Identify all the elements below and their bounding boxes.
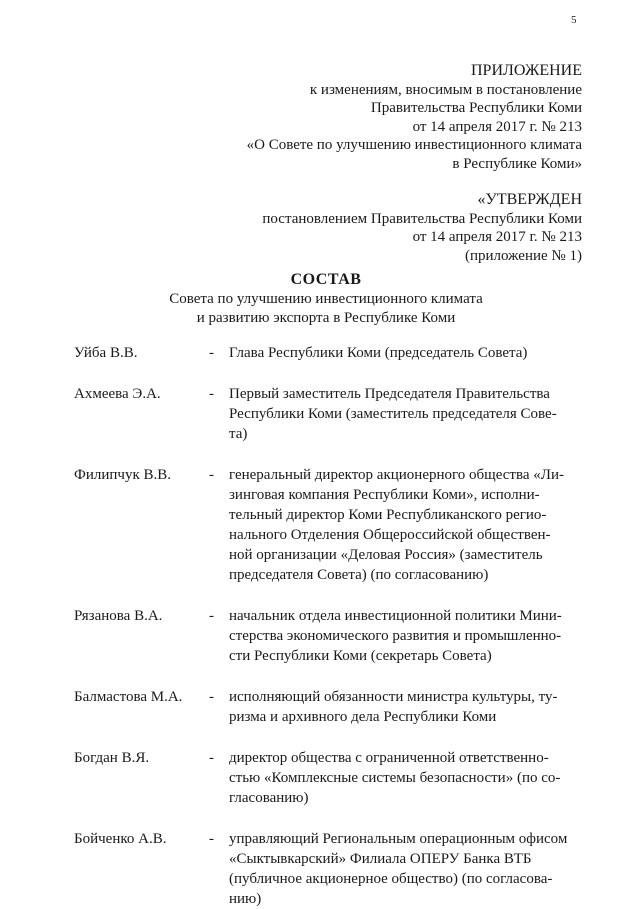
- member-role-line: управляющий Региональным операционным офисом: [229, 831, 568, 847]
- appendix-line: от 14 апреля 2017 г. № 213: [412, 118, 582, 135]
- member-role: [229, 606, 582, 666]
- page-number: 5: [571, 14, 577, 26]
- member-role-line: ной организации «Деловая Россия» (заместитель: [229, 547, 543, 563]
- member-role: [229, 465, 582, 585]
- member-dash: -: [209, 831, 214, 847]
- member-role-line: сти Республики Коми (секретарь Совета): [229, 648, 492, 664]
- member-name: Ахмеева Э.А.: [74, 386, 161, 402]
- document-title: [0, 270, 640, 327]
- appendix-line: «О Совете по улучшению инвестиционного климата: [246, 137, 582, 153]
- approval-line: (приложение № 1): [464, 247, 582, 264]
- appendix-line: Правительства Республики Коми: [370, 100, 582, 116]
- member-role-line: нию): [229, 891, 262, 907]
- member-role-line: председателя Совета) (по согласованию): [229, 567, 489, 583]
- member-role-line: начальник отдела инвестиционной политики Мини-: [229, 608, 562, 624]
- member-role-line: генеральный директор акционерного общества «Ли-: [229, 467, 564, 483]
- member-name: Рязанова В.А.: [74, 608, 163, 624]
- title-subtitle-line: и развитию экспорта в Республике Коми: [196, 309, 456, 326]
- member-role: [229, 384, 582, 444]
- member-role-line: директор общества с ограниченной ответственно-: [229, 750, 549, 766]
- member-role-line: исполняющий обязанности министра культуры, ту-: [229, 689, 558, 705]
- member-role: [229, 343, 582, 363]
- member-row: [74, 829, 582, 909]
- member-row: [74, 465, 582, 585]
- member-dash: -: [209, 750, 214, 766]
- member-role-line: та): [229, 426, 248, 442]
- approval-line: постановлением Правительства Республики Коми: [262, 210, 582, 227]
- member-name: Бойченко А.В.: [74, 831, 167, 847]
- appendix-heading: ПРИЛОЖЕНИЕ: [470, 62, 582, 79]
- member-role-line: Глава Республики Коми (председатель Совета): [229, 345, 528, 361]
- member-role-line: гласованию): [229, 790, 309, 806]
- member-dash: -: [209, 467, 214, 483]
- member-role: [229, 748, 582, 808]
- appendix-line: в Республике Коми»: [452, 155, 582, 172]
- member-dash: -: [209, 689, 214, 705]
- approval-header: [262, 191, 582, 265]
- member-name: Богдан В.Я.: [74, 750, 150, 766]
- member-role-line: нального Отделения Общероссийской обществен-: [229, 527, 551, 543]
- member-row: [74, 384, 582, 444]
- appendix-line: к изменениям, вносимым в постановление: [309, 81, 582, 98]
- member-role: [229, 829, 582, 909]
- member-role-line: Республики Коми (заместитель председателя Сове-: [229, 406, 557, 422]
- member-name: Филипчук В.В.: [74, 467, 172, 483]
- member-dash: -: [209, 608, 214, 624]
- title-main: СОСТАВ: [290, 271, 362, 288]
- member-dash: -: [209, 345, 214, 361]
- approval-heading: «УТВЕРЖДЕН: [477, 191, 582, 208]
- member-row: [74, 343, 582, 363]
- member-role-line: стью «Комплексные системы безопасности» (по со-: [229, 770, 561, 786]
- member-role-line: «Сыктывкарский» Филиала ОПЕРУ Банка ВТБ: [229, 851, 532, 867]
- member-role: [229, 687, 582, 727]
- member-row: [74, 687, 582, 727]
- member-role-line: стерства экономического развития и промышленно-: [229, 628, 562, 644]
- member-role-line: ризма и архивного дела Республики Коми: [229, 709, 497, 725]
- member-name: Балмастова М.А.: [74, 689, 183, 705]
- member-name: Уйба В.В.: [74, 345, 138, 361]
- member-role-line: зинговая компания Республики Коми», исполни-: [229, 487, 540, 503]
- member-row: [74, 748, 582, 808]
- member-row: [74, 606, 582, 666]
- member-role-line: (публичное акционерное общество) (по согласова-: [229, 871, 553, 887]
- appendix-header: [247, 62, 582, 173]
- approval-line: от 14 апреля 2017 г. № 213: [412, 229, 582, 245]
- members-list: [74, 343, 582, 909]
- member-role-line: Первый заместитель Председателя Правительства: [229, 386, 550, 402]
- title-subtitle-line: Совета по улучшению инвестиционного климата: [169, 291, 483, 307]
- member-dash: -: [209, 386, 214, 402]
- member-role-line: тельный директор Коми Республиканского регио-: [229, 507, 547, 523]
